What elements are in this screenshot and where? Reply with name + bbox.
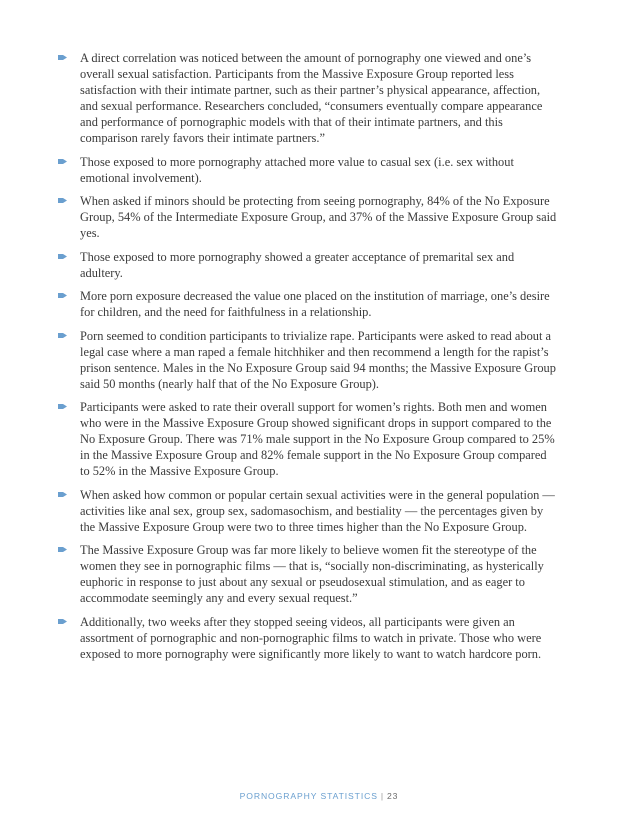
pencil-bullet-icon bbox=[58, 491, 67, 498]
list-item bbox=[57, 542, 557, 606]
pencil-bullet-icon bbox=[58, 197, 67, 204]
list-item bbox=[57, 614, 557, 662]
pencil-bullet-icon bbox=[58, 546, 67, 553]
bullet-text: When asked if minors should be protecting from seeing pornography, 84% of the No Exposure Group, 54% of the Intermediate Exposure Group, and 37% of the Massive Exposure Group said yes. bbox=[80, 194, 557, 240]
bullet-text: The Massive Exposure Group was far more likely to believe women fit the stereotype of the women they see in pornographic films — that is, “socially non-discriminating, as hysterically euphoric in response to just about any sexual or pseudosexual stimulation, and as eager to accommodate seemingly any and every sexual request.” bbox=[80, 543, 544, 605]
pencil-bullet-icon bbox=[58, 618, 67, 625]
bullet-text: When asked how common or popular certain sexual activities were in the general population — activities like anal sex, group sex, sadomasochism, and bestiality — the percentages given by the Massive Exposure Group were two to three times higher than the No Exposure Group. bbox=[80, 487, 555, 534]
bullet-text: Participants were asked to rate their overall support for women’s rights. Both men and women who were in the Massive Exposure Group showed significant drops in support compared to the No Exposure Group. There was 71% male support in the No Exposure Group compared to 25% in the Massive Exposure Group and 82% female support in the No Exposure Group compared to 52% in the Massive Exposure Group. bbox=[80, 400, 555, 478]
list-item bbox=[57, 154, 557, 186]
footer-title: PORNOGRAPHY STATISTICS bbox=[239, 791, 378, 801]
pencil-bullet-icon bbox=[58, 332, 67, 339]
pencil-bullet-icon bbox=[58, 54, 67, 61]
bullet-text: Porn seemed to condition participants to trivialize rape. Participants were asked to read about a legal case where a man raped a female hitchhiker and then recommend a length for the rapist’s prison sentence. Males in the No Exposure Group said 94 months; the Massive Exposure Group said 50 months (nearly half that of the No Exposure Group). bbox=[80, 328, 556, 391]
pencil-bullet-icon bbox=[58, 292, 67, 299]
list-item bbox=[57, 249, 557, 281]
list-item bbox=[57, 487, 557, 535]
bullet-text: Additionally, two weeks after they stopped seeing videos, all participants were given an assortment of pornographic and non-pornographic films to watch in private. Those who were exposed to more pornography were significantly more likely to want to watch hardcore porn. bbox=[80, 614, 542, 661]
bullet-text: Those exposed to more pornography showed a greater acceptance of premarital sex and adultery. bbox=[80, 249, 515, 280]
list-item bbox=[57, 288, 557, 320]
bullet-text: Those exposed to more pornography attached more value to casual sex (i.e. sex without emotional involvement). bbox=[80, 154, 514, 185]
page-number: 23 bbox=[387, 791, 399, 801]
pencil-bullet-icon bbox=[58, 158, 67, 165]
list-item bbox=[57, 328, 557, 392]
list-item bbox=[57, 50, 557, 146]
list-item bbox=[57, 193, 557, 241]
page-footer bbox=[0, 791, 638, 801]
bullet-list bbox=[57, 50, 557, 669]
pencil-bullet-icon bbox=[58, 253, 67, 260]
list-item bbox=[57, 399, 557, 479]
bullet-text: A direct correlation was noticed between the amount of pornography one viewed and one’s overall sexual satisfaction. Participants from the Massive Exposure Group reported less satisfaction with their intimate partner, such as their partner’s physical appearance, affection, and sexual performance. Researchers concluded, “consumers eventually compare appearance and performance of pornographic models with that of their intimate partners, and this comparison rarely favors their intimate partners.” bbox=[80, 51, 543, 145]
bullet-text: More porn exposure decreased the value one placed on the institution of marriage, one’s desire for children, and the need for faithfulness in a relationship. bbox=[80, 289, 550, 319]
footer-separator: | bbox=[380, 791, 384, 801]
pencil-bullet-icon bbox=[58, 403, 67, 410]
